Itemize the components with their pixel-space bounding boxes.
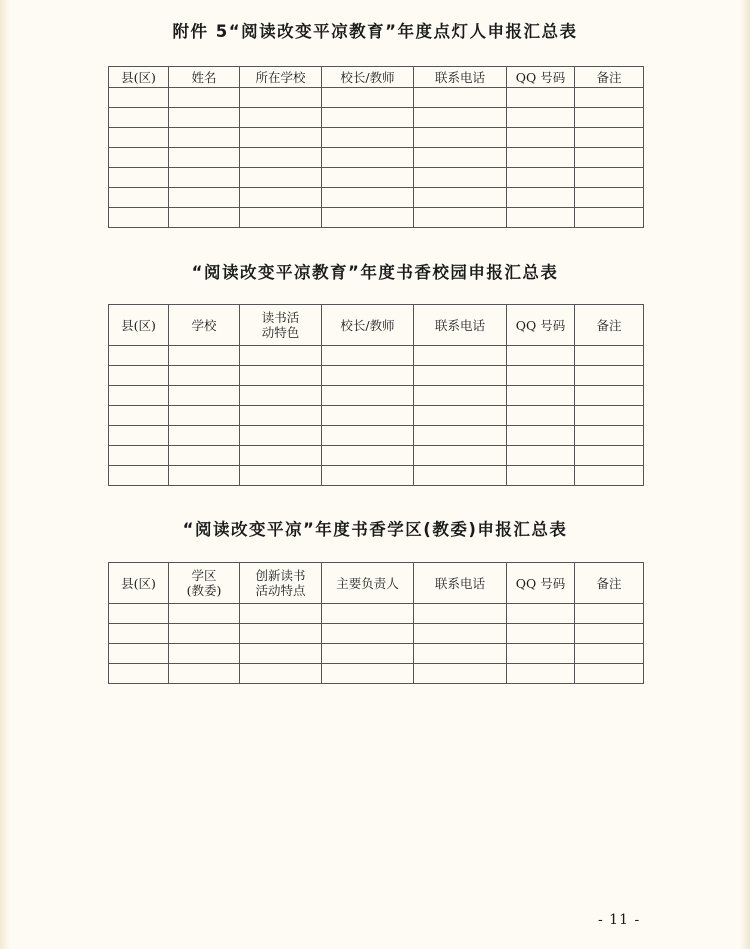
table-cell bbox=[240, 128, 322, 148]
table-cell bbox=[507, 88, 575, 108]
table-cell bbox=[169, 406, 240, 426]
table-cell bbox=[109, 446, 169, 466]
column-header: 学校 bbox=[169, 305, 240, 346]
table-cell bbox=[240, 644, 322, 664]
table-cell bbox=[322, 88, 414, 108]
table-cell bbox=[169, 346, 240, 366]
table-cell bbox=[109, 88, 169, 108]
table-cell bbox=[575, 466, 644, 486]
table-cell bbox=[507, 168, 575, 188]
table-row bbox=[109, 168, 644, 188]
table-cell bbox=[414, 148, 507, 168]
table-cell bbox=[507, 426, 575, 446]
table-cell bbox=[109, 108, 169, 128]
table-cell bbox=[109, 346, 169, 366]
table-cell bbox=[575, 426, 644, 446]
table-cell bbox=[575, 188, 644, 208]
table-row bbox=[109, 208, 644, 228]
column-header: 备注 bbox=[575, 305, 644, 346]
table-cell bbox=[414, 426, 507, 446]
column-header: 姓名 bbox=[169, 67, 240, 88]
table-cell bbox=[575, 366, 644, 386]
column-header: 备注 bbox=[575, 563, 644, 604]
table-cell bbox=[322, 664, 414, 684]
table-cell bbox=[109, 466, 169, 486]
table-cell bbox=[109, 168, 169, 188]
column-header: 联系电话 bbox=[414, 67, 507, 88]
table-cell bbox=[575, 406, 644, 426]
table-cell bbox=[414, 644, 507, 664]
table-cell bbox=[169, 386, 240, 406]
table-cell bbox=[240, 88, 322, 108]
table-cell bbox=[322, 386, 414, 406]
table-title-lamplighter: 附件 5“阅读改变平凉教育”年度点灯人申报汇总表 bbox=[172, 22, 578, 41]
table-cell bbox=[169, 426, 240, 446]
table-cell bbox=[575, 604, 644, 624]
table-cell bbox=[575, 208, 644, 228]
column-header: 校长/教师 bbox=[322, 67, 414, 88]
table-cell bbox=[322, 188, 414, 208]
column-header: 县(区) bbox=[109, 67, 169, 88]
table-cell bbox=[507, 466, 575, 486]
table-cell bbox=[414, 664, 507, 684]
table-cell bbox=[240, 664, 322, 684]
table-row bbox=[109, 644, 644, 664]
table-cell bbox=[169, 604, 240, 624]
table-cell bbox=[322, 604, 414, 624]
table-cell bbox=[507, 624, 575, 644]
column-header: 联系电话 bbox=[414, 305, 507, 346]
column-header: 创新读书 活动特点 bbox=[240, 563, 322, 604]
column-header: QQ 号码 bbox=[507, 305, 575, 346]
column-header: 县(区) bbox=[109, 563, 169, 604]
table-cell bbox=[507, 406, 575, 426]
table-cell bbox=[169, 88, 240, 108]
table-cell bbox=[169, 446, 240, 466]
table-cell bbox=[322, 148, 414, 168]
table-cell bbox=[109, 664, 169, 684]
table-title-book-district: “阅读改变平凉”年度书香学区(教委)申报汇总表 bbox=[182, 520, 568, 539]
table-cell bbox=[109, 188, 169, 208]
table-cell bbox=[414, 366, 507, 386]
table-cell bbox=[322, 168, 414, 188]
table-row bbox=[109, 604, 644, 624]
table-cell bbox=[414, 386, 507, 406]
column-header: 县(区) bbox=[109, 305, 169, 346]
table-cell bbox=[322, 644, 414, 664]
table-cell bbox=[414, 188, 507, 208]
table-cell bbox=[575, 386, 644, 406]
table-cell bbox=[575, 664, 644, 684]
table-cell bbox=[169, 208, 240, 228]
table-cell bbox=[507, 386, 575, 406]
column-header: 主要负责人 bbox=[322, 563, 414, 604]
table-cell bbox=[414, 466, 507, 486]
column-header: 学区 (教委) bbox=[169, 563, 240, 604]
table-cell bbox=[109, 148, 169, 168]
table-cell bbox=[322, 366, 414, 386]
table-cell bbox=[575, 128, 644, 148]
table-row bbox=[109, 346, 644, 366]
table-cell bbox=[169, 108, 240, 128]
table-cell bbox=[169, 624, 240, 644]
table-cell bbox=[109, 128, 169, 148]
table-cell bbox=[109, 406, 169, 426]
table-cell bbox=[575, 446, 644, 466]
table-row bbox=[109, 466, 644, 486]
table-cell bbox=[507, 148, 575, 168]
table-header-row bbox=[109, 563, 644, 604]
table-cell bbox=[240, 168, 322, 188]
table-cell bbox=[169, 168, 240, 188]
table-row bbox=[109, 108, 644, 128]
table-cell bbox=[507, 188, 575, 208]
table-cell bbox=[109, 366, 169, 386]
table-cell bbox=[240, 604, 322, 624]
table-cell bbox=[575, 346, 644, 366]
table-row bbox=[109, 446, 644, 466]
table-cell bbox=[322, 208, 414, 228]
table-cell bbox=[240, 624, 322, 644]
table-cell bbox=[109, 644, 169, 664]
table-cell bbox=[507, 664, 575, 684]
table-cell bbox=[414, 208, 507, 228]
table-row bbox=[109, 148, 644, 168]
table-cell bbox=[240, 386, 322, 406]
column-header: 备注 bbox=[575, 67, 644, 88]
table-cell bbox=[169, 466, 240, 486]
table-cell bbox=[109, 386, 169, 406]
table-cell bbox=[240, 148, 322, 168]
table-cell bbox=[507, 644, 575, 664]
table-cell bbox=[322, 406, 414, 426]
table-title-book-campus: “阅读改变平凉教育”年度书香校园申报汇总表 bbox=[191, 263, 559, 282]
table-cell bbox=[240, 208, 322, 228]
table-cell bbox=[575, 88, 644, 108]
table-cell bbox=[322, 466, 414, 486]
table-cell bbox=[240, 446, 322, 466]
column-header: 所在学校 bbox=[240, 67, 322, 88]
table-cell bbox=[414, 446, 507, 466]
table-row bbox=[109, 624, 644, 644]
table-cell bbox=[507, 208, 575, 228]
table-cell bbox=[575, 644, 644, 664]
table-cell bbox=[575, 168, 644, 188]
table-cell bbox=[240, 108, 322, 128]
table-cell bbox=[169, 148, 240, 168]
table-row bbox=[109, 406, 644, 426]
table-row bbox=[109, 188, 644, 208]
table-cell bbox=[414, 108, 507, 128]
table-cell bbox=[322, 128, 414, 148]
column-header: 校长/教师 bbox=[322, 305, 414, 346]
table-book-district bbox=[108, 562, 644, 684]
table-header-row bbox=[109, 67, 644, 88]
table-row bbox=[109, 386, 644, 406]
table-lamplighter bbox=[108, 66, 644, 228]
page-number: - 11 - bbox=[598, 912, 641, 928]
table-cell bbox=[414, 168, 507, 188]
table-cell bbox=[507, 446, 575, 466]
table-cell bbox=[169, 128, 240, 148]
table-cell bbox=[240, 406, 322, 426]
table-cell bbox=[507, 346, 575, 366]
table-cell bbox=[414, 128, 507, 148]
table-cell bbox=[414, 346, 507, 366]
table-cell bbox=[240, 346, 322, 366]
table-cell bbox=[322, 624, 414, 644]
column-header: 联系电话 bbox=[414, 563, 507, 604]
table-cell bbox=[240, 466, 322, 486]
table-cell bbox=[575, 624, 644, 644]
column-header: 读书活 动特色 bbox=[240, 305, 322, 346]
table-cell bbox=[240, 188, 322, 208]
table-row bbox=[109, 426, 644, 446]
table-cell bbox=[507, 604, 575, 624]
table-cell bbox=[169, 644, 240, 664]
table-cell bbox=[240, 426, 322, 446]
table-cell bbox=[109, 208, 169, 228]
table-cell bbox=[169, 188, 240, 208]
table-cell bbox=[322, 446, 414, 466]
table-cell bbox=[575, 108, 644, 128]
table-header-row bbox=[109, 305, 644, 346]
table-cell bbox=[414, 406, 507, 426]
table-row bbox=[109, 128, 644, 148]
table-cell bbox=[109, 624, 169, 644]
table-cell bbox=[507, 108, 575, 128]
table-cell bbox=[414, 88, 507, 108]
table-cell bbox=[109, 604, 169, 624]
table-row bbox=[109, 88, 644, 108]
table-cell bbox=[240, 366, 322, 386]
table-cell bbox=[507, 128, 575, 148]
table-cell bbox=[507, 366, 575, 386]
column-header: QQ 号码 bbox=[507, 563, 575, 604]
table-cell bbox=[322, 426, 414, 446]
table-cell bbox=[169, 366, 240, 386]
table-cell bbox=[414, 604, 507, 624]
table-book-campus bbox=[108, 304, 644, 486]
table-row bbox=[109, 366, 644, 386]
table-row bbox=[109, 664, 644, 684]
table-cell bbox=[575, 148, 644, 168]
table-cell bbox=[322, 346, 414, 366]
column-header: QQ 号码 bbox=[507, 67, 575, 88]
table-cell bbox=[322, 108, 414, 128]
table-cell bbox=[169, 664, 240, 684]
table-cell bbox=[414, 624, 507, 644]
table-cell bbox=[109, 426, 169, 446]
